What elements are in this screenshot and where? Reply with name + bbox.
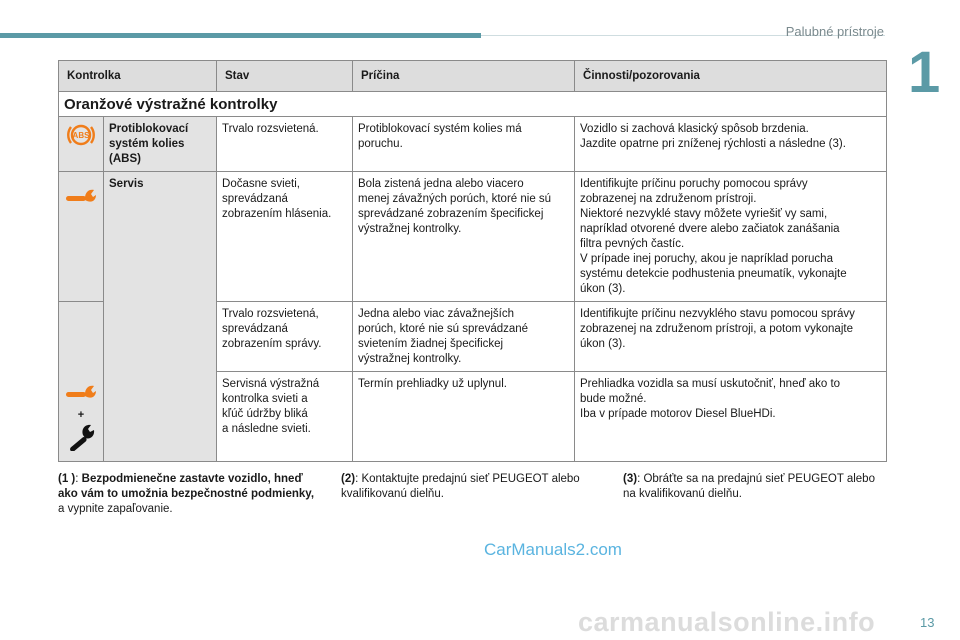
action-line: Identifikujte príčinu nezvyklého stavu pomocou správy (580, 308, 855, 320)
column-header-pricina: Príčina (353, 61, 575, 92)
state-line: sprevádzaná (222, 193, 288, 205)
action-line: systému detekcie podhustenia pneumatík, vykonajte (580, 268, 847, 280)
table-header-row (59, 61, 887, 92)
wrench-icon (65, 382, 97, 402)
footnote-text: a vypnite zapaľovanie. (58, 503, 173, 515)
footnote-ref: (3) (623, 473, 638, 485)
cause-line: výstražnej kontrolky. (358, 223, 462, 235)
footnote-text: : Obráťte sa na predajnú sieť PEUGEOT alebo na kvalifikovanú dielňu. (623, 473, 875, 500)
action-cell (575, 172, 887, 302)
state-line: kontrolka svieti a (222, 393, 308, 405)
action-line: Vozidlo si zachová klasický spôsob brzdenia. (580, 123, 809, 135)
icon-cell (59, 172, 104, 302)
column-header-cinnosti: Činnosti/pozorovania (575, 61, 887, 92)
light-name-line: systém kolies (109, 138, 185, 150)
action-line: napríklad otvorené dvere alebo začiatok zanášania (580, 223, 840, 235)
action-line: Iba v prípade motorov Diesel BlueHDi. (580, 408, 776, 420)
action-line: Identifikujte príčinu poruchy pomocou správy (580, 178, 808, 190)
cause-line: menej závažných porúch, ktoré nie sú (358, 193, 552, 205)
cause-line: porúch, ktoré nie sú sprevádzané (358, 323, 529, 335)
icon-cell (59, 302, 104, 462)
light-name-line: Servis (109, 178, 144, 190)
group-row (59, 92, 887, 117)
footer-watermark: carmanualsonline.info (578, 607, 876, 637)
warning-lights-table (58, 60, 887, 462)
action-cell (575, 372, 887, 462)
light-name-line: (ABS) (109, 153, 141, 165)
state-line: Dočasne svieti, (222, 178, 300, 190)
cause-cell (353, 302, 575, 372)
maintenance-key-icon (66, 423, 96, 451)
state-line: Trvalo rozsvietená, (222, 308, 319, 320)
action-line: V prípade inej poruchy, akou je napríklad porucha (580, 253, 833, 265)
state-line: sprevádzaná (222, 323, 288, 335)
group-title: Oranžové výstražné kontrolky (59, 92, 887, 117)
action-line: bude možné. (580, 393, 647, 405)
cause-line: sprevádzané zobrazením špecifickej (358, 208, 544, 220)
column-header-stav: Stav (217, 61, 353, 92)
cause-line: poruchu. (358, 138, 403, 150)
light-name-line: Protiblokovací (109, 123, 189, 135)
action-cell (575, 117, 887, 172)
footnote-ref: (1 ) (58, 473, 76, 485)
chapter-number: 1 (908, 40, 941, 105)
footnote-ref: (2) (341, 473, 356, 485)
footnote-text: : Kontaktujte predajnú sieť PEUGEOT alebo kvalifikovanú dielňu. (341, 473, 580, 500)
footnote-separator: : (75, 473, 82, 485)
action-line: zobrazenej na združenom prístroji, a potom vykonajte (580, 323, 853, 335)
table-row (59, 172, 887, 302)
light-name-abs (104, 117, 217, 172)
light-name-servis (104, 172, 217, 462)
action-line: filtra pevných častíc. (580, 238, 685, 250)
plus-sign: + (77, 409, 85, 421)
header-accent-bar (0, 33, 481, 38)
cause-line: svietením žiadnej špecifickej (358, 338, 504, 350)
state-line: zobrazením hlásenia. (222, 208, 332, 220)
icon-cell (59, 117, 104, 172)
action-line: Jazdite opatrne pri zníženej rýchlosti a následne (3). (580, 138, 846, 150)
state-line: zobrazením správy. (222, 338, 322, 350)
watermark-carmanuals2: CarManuals2.com (484, 540, 622, 559)
wrench-icon (65, 186, 97, 206)
action-line: zobrazenej na združenom prístroji. (580, 193, 757, 205)
state-cell (217, 302, 353, 372)
section-title: Palubné prístroje (785, 24, 884, 39)
cause-cell (353, 172, 575, 302)
action-line: úkon (3). (580, 283, 626, 295)
cause-line: výstražnej kontrolky. (358, 353, 462, 365)
state-line: Trvalo rozsvietená. (222, 123, 319, 135)
footnote-2 (341, 472, 603, 502)
column-header-kontrolka: Kontrolka (59, 61, 217, 92)
cause-line: Bola zistená jedna alebo viacero (358, 178, 524, 190)
action-line: Niektoré nezvyklé stavy môžete vyriešiť vy sami, (580, 208, 828, 220)
table-row (59, 117, 887, 172)
footnote-3 (623, 472, 883, 502)
footnote-bold-text: Bezpodmienečne zastavte vozidlo, hneď ako vám to umožnia bezpečnostné podmienky, (58, 473, 315, 500)
state-line: Servisná výstražná (222, 378, 320, 390)
action-cell (575, 302, 887, 372)
state-line: a následne svieti. (222, 423, 311, 435)
state-cell (217, 172, 353, 302)
cause-line: Protiblokovací systém kolies má (358, 123, 522, 135)
cause-line: Jedna alebo viac závažnejších (358, 308, 515, 320)
state-cell (217, 372, 353, 462)
abs-warning-icon (66, 122, 96, 148)
footnote-1 (58, 472, 318, 517)
cause-cell (353, 117, 575, 172)
state-line: kľúč údržby bliká (222, 408, 308, 420)
state-cell (217, 117, 353, 172)
page-number: 13 (920, 615, 935, 630)
cause-line: Termín prehliadky už uplynul. (358, 378, 507, 390)
action-line: úkon (3). (580, 338, 626, 350)
cause-cell (353, 372, 575, 462)
svg-text:ABS: ABS (72, 131, 90, 140)
action-line: Prehliadka vozidla sa musí uskutočniť, hneď ako to (580, 378, 841, 390)
